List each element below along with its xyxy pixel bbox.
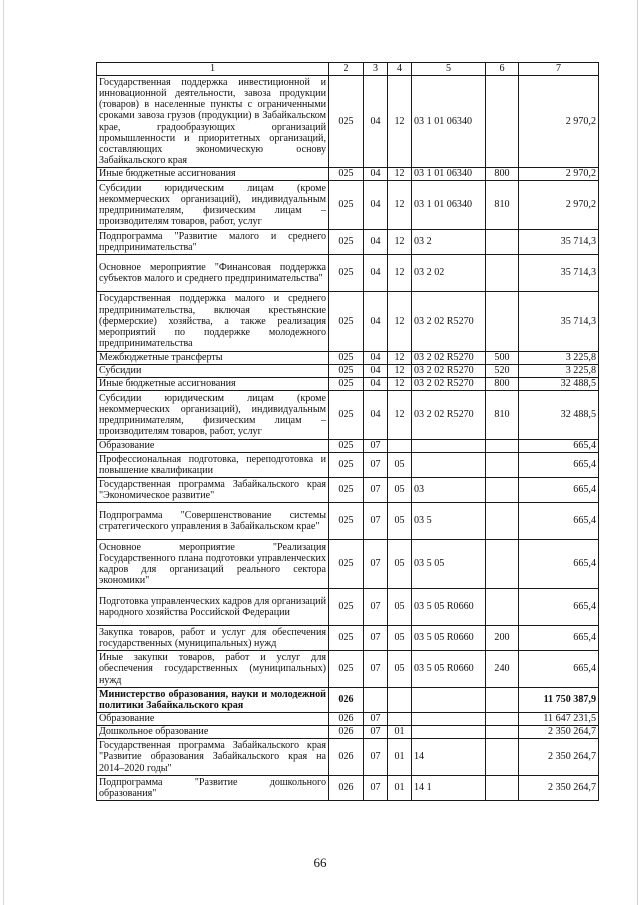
row-expense-type-cell [486, 713, 519, 726]
row-amount-cell: 3 225,8 [519, 365, 599, 378]
row-section-cell: 07 [364, 776, 388, 801]
row-code-cell: 025 [329, 651, 364, 688]
row-expense-type-cell: 800 [486, 168, 519, 181]
row-subsection-cell: 05 [388, 478, 412, 503]
row-code-cell: 025 [329, 391, 364, 440]
row-section-cell: 07 [364, 478, 388, 503]
row-amount-cell: 3 225,8 [519, 352, 599, 365]
row-subsection-cell: 12 [388, 181, 412, 230]
row-code-cell: 025 [329, 292, 364, 352]
row-code-cell: 025 [329, 453, 364, 478]
row-subsection-cell: 05 [388, 589, 412, 626]
row-name-cell: Образование [97, 713, 329, 726]
row-expense-type-cell: 810 [486, 391, 519, 440]
row-subsection-cell: 12 [388, 168, 412, 181]
row-code-cell: 025 [329, 230, 364, 255]
row-target-article-cell: 03 2 02 R5270 [412, 378, 486, 391]
row-target-article-cell [412, 453, 486, 478]
row-code-cell: 025 [329, 181, 364, 230]
row-subsection-cell: 05 [388, 453, 412, 478]
table-row [97, 478, 599, 503]
row-code-cell: 026 [329, 713, 364, 726]
row-name-cell: Субсидии юридическим лицам (кроме некоммерческих организаций), индивидуальным предпринимателям, физическим лицам – производителям товаров, работ, услуг [97, 181, 329, 230]
row-section-cell: 07 [364, 739, 388, 776]
table-row [97, 365, 599, 378]
row-section-cell: 07 [364, 713, 388, 726]
row-code-cell: 026 [329, 726, 364, 739]
row-name-cell: Дошкольное образование [97, 726, 329, 739]
table-row [97, 440, 599, 453]
row-expense-type-cell [486, 76, 519, 168]
row-target-article-cell: 03 2 02 R5270 [412, 365, 486, 378]
scan-edge-right [637, 0, 638, 905]
row-expense-type-cell [486, 440, 519, 453]
row-expense-type-cell [486, 739, 519, 776]
row-name-cell: Субсидии [97, 365, 329, 378]
row-expense-type-cell [486, 230, 519, 255]
row-target-article-cell: 03 1 01 06340 [412, 181, 486, 230]
row-name-cell: Государственная поддержка инвестиционной и инновационной деятельности, завоза продукции (товаров) в населенные пункты с ограниченными сроками завоза грузов (продукции) в Забайкальском крае, градообразующих организаций промышленности и приоритетных организаций, составляющих экономическую основу Забайкальского края [97, 76, 329, 168]
row-subsection-cell: 05 [388, 626, 412, 651]
row-section-cell: 04 [364, 292, 388, 352]
row-target-article-cell [412, 440, 486, 453]
header-cell-7: 7 [519, 63, 599, 76]
header-cell-4: 4 [388, 63, 412, 76]
row-name-cell: Министерство образования, науки и молодежной политики Забайкальского края [97, 688, 329, 713]
row-section-cell: 07 [364, 540, 388, 589]
row-expense-type-cell [486, 292, 519, 352]
row-section-cell: 07 [364, 726, 388, 739]
row-subsection-cell: 12 [388, 76, 412, 168]
row-amount-cell: 35 714,3 [519, 230, 599, 255]
row-subsection-cell: 12 [388, 352, 412, 365]
row-code-cell: 025 [329, 503, 364, 540]
row-section-cell: 04 [364, 76, 388, 168]
page-number: 66 [313, 855, 327, 870]
row-name-cell: Иные бюджетные ассигнования [97, 168, 329, 181]
scan-edge-left [3, 0, 4, 905]
row-target-article-cell [412, 713, 486, 726]
row-target-article-cell: 03 2 02 R5270 [412, 292, 486, 352]
table-row [97, 726, 599, 739]
row-target-article-cell: 03 2 02 R5270 [412, 352, 486, 365]
row-amount-cell: 11 647 231,5 [519, 713, 599, 726]
row-amount-cell: 2 970,2 [519, 181, 599, 230]
header-cell-5: 5 [412, 63, 486, 76]
table-header-row [97, 63, 599, 76]
table-row [97, 181, 599, 230]
row-code-cell: 025 [329, 365, 364, 378]
row-name-cell: Подпрограмма "Развитие малого и среднего предпринимательства" [97, 230, 329, 255]
row-target-article-cell: 03 1 01 06340 [412, 168, 486, 181]
row-expense-type-cell [486, 255, 519, 292]
row-amount-cell: 665,4 [519, 440, 599, 453]
table-row [97, 453, 599, 478]
row-expense-type-cell [486, 503, 519, 540]
row-amount-cell: 35 714,3 [519, 255, 599, 292]
table-row [97, 739, 599, 776]
table-row [97, 352, 599, 365]
table-row [97, 713, 599, 726]
row-expense-type-cell [486, 453, 519, 478]
row-subsection-cell: 01 [388, 776, 412, 801]
row-subsection-cell [388, 440, 412, 453]
row-expense-type-cell [486, 589, 519, 626]
table-row [97, 255, 599, 292]
row-expense-type-cell [486, 478, 519, 503]
row-target-article-cell: 03 [412, 478, 486, 503]
row-code-cell: 025 [329, 440, 364, 453]
row-name-cell: Закупка товаров, работ и услуг для обеспечения государственных (муниципальных) нужд [97, 626, 329, 651]
table-row [97, 540, 599, 589]
row-amount-cell: 665,4 [519, 651, 599, 688]
row-name-cell: Профессиональная подготовка, переподготовка и повышение квалификации [97, 453, 329, 478]
table-row [97, 168, 599, 181]
row-subsection-cell: 05 [388, 540, 412, 589]
row-amount-cell: 35 714,3 [519, 292, 599, 352]
row-code-cell: 025 [329, 352, 364, 365]
row-subsection-cell: 01 [388, 726, 412, 739]
row-amount-cell: 32 488,5 [519, 378, 599, 391]
row-expense-type-cell: 240 [486, 651, 519, 688]
row-code-cell: 026 [329, 688, 364, 713]
row-code-cell: 025 [329, 76, 364, 168]
header-cell-3: 3 [364, 63, 388, 76]
row-amount-cell: 665,4 [519, 626, 599, 651]
row-section-cell: 04 [364, 378, 388, 391]
row-amount-cell: 665,4 [519, 478, 599, 503]
header-cell-6: 6 [486, 63, 519, 76]
row-subsection-cell: 12 [388, 255, 412, 292]
row-section-cell: 07 [364, 440, 388, 453]
table-row [97, 503, 599, 540]
table-row [97, 76, 599, 168]
row-amount-cell: 32 488,5 [519, 391, 599, 440]
row-target-article-cell: 03 5 05 R0660 [412, 651, 486, 688]
row-expense-type-cell: 810 [486, 181, 519, 230]
row-section-cell: 04 [364, 255, 388, 292]
row-target-article-cell: 03 2 02 [412, 255, 486, 292]
row-name-cell: Иные закупки товаров, работ и услуг для обеспечения государственных (муниципальных) нужд [97, 651, 329, 688]
row-expense-type-cell [486, 688, 519, 713]
budget-table-body [97, 63, 599, 801]
row-name-cell: Государственная программа Забайкальского края "Экономическое развитие" [97, 478, 329, 503]
row-target-article-cell: 14 [412, 739, 486, 776]
row-amount-cell: 665,4 [519, 453, 599, 478]
table-row [97, 651, 599, 688]
row-target-article-cell: 03 5 [412, 503, 486, 540]
row-section-cell: 04 [364, 168, 388, 181]
table-row [97, 626, 599, 651]
row-subsection-cell [388, 688, 412, 713]
table-row [97, 230, 599, 255]
row-subsection-cell: 05 [388, 503, 412, 540]
row-section-cell: 04 [364, 181, 388, 230]
row-target-article-cell: 03 2 02 R5270 [412, 391, 486, 440]
row-target-article-cell: 03 5 05 R0660 [412, 626, 486, 651]
header-cell-2: 2 [329, 63, 364, 76]
row-expense-type-cell: 200 [486, 626, 519, 651]
row-name-cell: Подпрограмма "Совершенствование системы стратегического управления в Забайкальском крае" [97, 503, 329, 540]
row-amount-cell: 665,4 [519, 589, 599, 626]
row-amount-cell: 11 750 387,9 [519, 688, 599, 713]
row-amount-cell: 2 970,2 [519, 168, 599, 181]
row-target-article-cell: 14 1 [412, 776, 486, 801]
row-section-cell: 04 [364, 391, 388, 440]
header-cell-1: 1 [97, 63, 329, 76]
table-row [97, 292, 599, 352]
row-expense-type-cell [486, 726, 519, 739]
row-name-cell: Государственная программа Забайкальского края "Развитие образования Забайкальского края на 2014–2020 годы" [97, 739, 329, 776]
row-code-cell: 026 [329, 776, 364, 801]
row-target-article-cell: 03 5 05 [412, 540, 486, 589]
row-name-cell: Подпрограмма "Развитие дошкольного образования" [97, 776, 329, 801]
row-expense-type-cell: 500 [486, 352, 519, 365]
row-target-article-cell: 03 2 [412, 230, 486, 255]
row-amount-cell: 665,4 [519, 503, 599, 540]
row-amount-cell: 2 350 264,7 [519, 776, 599, 801]
row-target-article-cell [412, 726, 486, 739]
row-name-cell: Иные бюджетные ассигнования [97, 378, 329, 391]
row-section-cell: 07 [364, 626, 388, 651]
table-row [97, 589, 599, 626]
row-target-article-cell: 03 1 01 06340 [412, 76, 486, 168]
row-section-cell: 04 [364, 230, 388, 255]
row-code-cell: 025 [329, 478, 364, 503]
row-section-cell: 04 [364, 352, 388, 365]
row-subsection-cell: 12 [388, 391, 412, 440]
row-name-cell: Межбюджетные трансферты [97, 352, 329, 365]
row-expense-type-cell: 800 [486, 378, 519, 391]
row-code-cell: 025 [329, 589, 364, 626]
row-code-cell: 025 [329, 626, 364, 651]
row-name-cell: Образование [97, 440, 329, 453]
row-code-cell: 025 [329, 255, 364, 292]
row-subsection-cell: 12 [388, 378, 412, 391]
row-name-cell: Государственная поддержка малого и среднего предпринимательства, включая крестьянские (фермерские) хозяйства, а также реализация мероприятий по поддержке молодежного предпринимательства [97, 292, 329, 352]
row-subsection-cell: 01 [388, 739, 412, 776]
row-name-cell: Основное мероприятие "Финансовая поддержка субъектов малого и среднего предпринимательства" [97, 255, 329, 292]
table-row [97, 776, 599, 801]
row-subsection-cell [388, 713, 412, 726]
row-section-cell: 07 [364, 453, 388, 478]
row-expense-type-cell [486, 540, 519, 589]
row-expense-type-cell: 520 [486, 365, 519, 378]
row-expense-type-cell [486, 776, 519, 801]
row-section-cell: 07 [364, 589, 388, 626]
row-section-cell: 04 [364, 365, 388, 378]
row-code-cell: 025 [329, 540, 364, 589]
row-amount-cell: 665,4 [519, 540, 599, 589]
row-amount-cell: 2 350 264,7 [519, 739, 599, 776]
row-name-cell: Подготовка управленческих кадров для организаций народного хозяйства Российской Федерации [97, 589, 329, 626]
row-amount-cell: 2 350 264,7 [519, 726, 599, 739]
row-subsection-cell: 12 [388, 365, 412, 378]
row-section-cell: 07 [364, 503, 388, 540]
row-name-cell: Субсидии юридическим лицам (кроме некоммерческих организаций), индивидуальным предпринимателям, физическим лицам – производителям товаров, работ, услуг [97, 391, 329, 440]
row-subsection-cell: 05 [388, 651, 412, 688]
row-section-cell: 07 [364, 651, 388, 688]
row-code-cell: 025 [329, 168, 364, 181]
budget-table [96, 62, 599, 801]
row-name-cell: Основное мероприятие "Реализация Государственного плана подготовки управленческих кадров для организаций реального сектора экономики" [97, 540, 329, 589]
table-row [97, 391, 599, 440]
row-code-cell: 026 [329, 739, 364, 776]
row-target-article-cell [412, 688, 486, 713]
row-target-article-cell: 03 5 05 R0660 [412, 589, 486, 626]
table-row [97, 688, 599, 713]
row-subsection-cell: 12 [388, 292, 412, 352]
row-code-cell: 025 [329, 378, 364, 391]
row-subsection-cell: 12 [388, 230, 412, 255]
row-amount-cell: 2 970,2 [519, 76, 599, 168]
table-row [97, 378, 599, 391]
row-section-cell [364, 688, 388, 713]
